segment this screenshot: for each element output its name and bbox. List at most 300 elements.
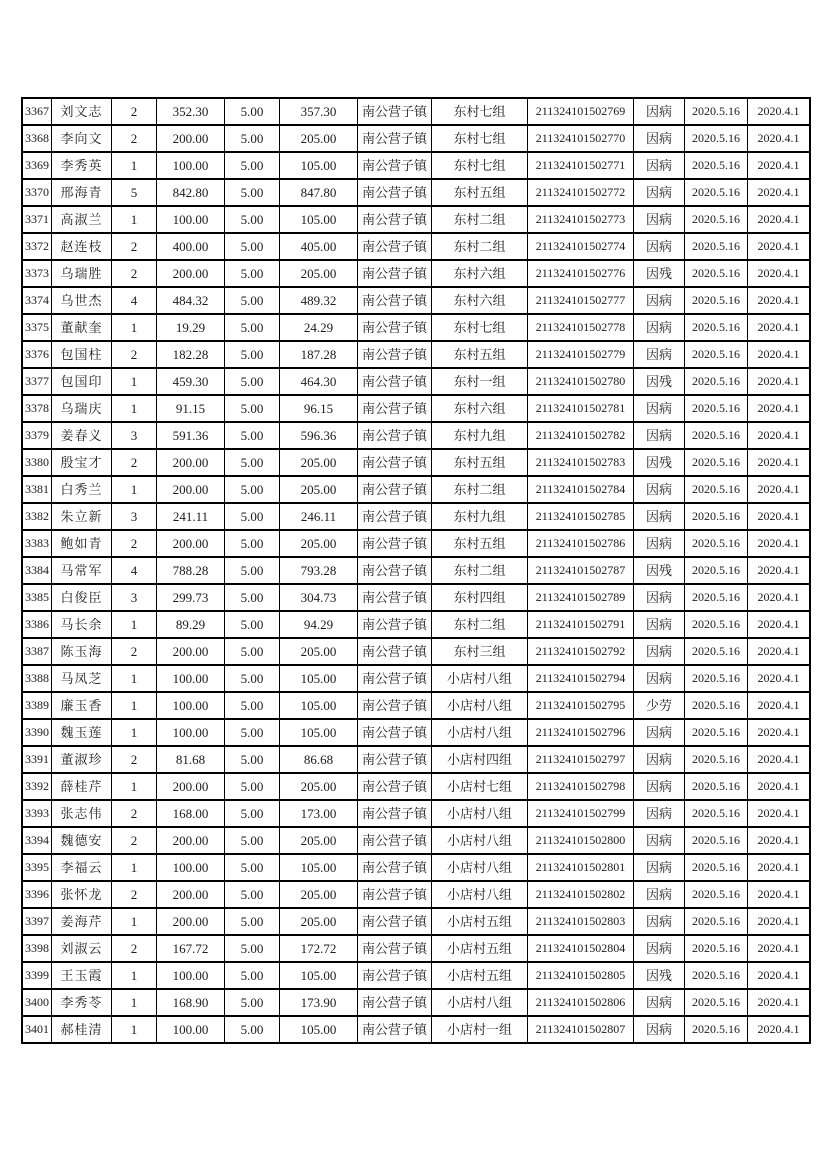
cell-village-group: 东村九组 [432,503,528,530]
table-row [22,1016,810,1043]
cell-start-date: 2020.4.1 [748,449,811,476]
cell-issue-date: 2020.5.16 [685,449,748,476]
cell-base-amount: 19.29 [157,314,225,341]
cell-subsidy: 5.00 [225,125,280,152]
cell-village-group: 东村一组 [432,368,528,395]
cell-reason: 因病 [634,422,685,449]
cell-card-number: 211324101502772 [528,179,634,206]
cell-village-group: 东村五组 [432,179,528,206]
cell-issue-date: 2020.5.16 [685,692,748,719]
cell-name: 魏玉莲 [52,719,112,746]
cell-start-date: 2020.4.1 [748,746,811,773]
cell-persons: 3 [112,584,157,611]
cell-card-number: 211324101502796 [528,719,634,746]
cell-issue-date: 2020.5.16 [685,584,748,611]
cell-card-number: 211324101502769 [528,98,634,125]
cell-issue-date: 2020.5.16 [685,287,748,314]
cell-start-date: 2020.4.1 [748,368,811,395]
cell-persons: 2 [112,233,157,260]
cell-name: 朱立新 [52,503,112,530]
cell-reason: 因残 [634,368,685,395]
cell-serial: 3391 [22,746,52,773]
cell-total-amount: 105.00 [280,1016,358,1043]
cell-card-number: 211324101502804 [528,935,634,962]
cell-card-number: 211324101502791 [528,611,634,638]
cell-card-number: 211324101502798 [528,773,634,800]
cell-persons: 4 [112,287,157,314]
cell-serial: 3398 [22,935,52,962]
cell-total-amount: 105.00 [280,692,358,719]
cell-card-number: 211324101502787 [528,557,634,584]
cell-persons: 1 [112,206,157,233]
cell-village-group: 小店村四组 [432,746,528,773]
cell-base-amount: 100.00 [157,719,225,746]
cell-persons: 1 [112,773,157,800]
cell-start-date: 2020.4.1 [748,287,811,314]
cell-card-number: 211324101502785 [528,503,634,530]
cell-base-amount: 100.00 [157,152,225,179]
cell-subsidy: 5.00 [225,746,280,773]
cell-issue-date: 2020.5.16 [685,773,748,800]
cell-town: 南公营子镇 [358,854,432,881]
cell-issue-date: 2020.5.16 [685,962,748,989]
cell-subsidy: 5.00 [225,638,280,665]
cell-base-amount: 400.00 [157,233,225,260]
table-row [22,314,810,341]
cell-persons: 1 [112,611,157,638]
cell-persons: 1 [112,395,157,422]
cell-persons: 1 [112,152,157,179]
cell-serial: 3373 [22,260,52,287]
cell-town: 南公营子镇 [358,962,432,989]
cell-start-date: 2020.4.1 [748,476,811,503]
cell-subsidy: 5.00 [225,557,280,584]
cell-serial: 3374 [22,287,52,314]
table-row [22,233,810,260]
cell-total-amount: 464.30 [280,368,358,395]
cell-base-amount: 484.32 [157,287,225,314]
cell-total-amount: 187.28 [280,341,358,368]
cell-base-amount: 200.00 [157,827,225,854]
cell-reason: 因病 [634,395,685,422]
cell-name: 李福云 [52,854,112,881]
cell-total-amount: 489.32 [280,287,358,314]
cell-reason: 因病 [634,1016,685,1043]
table-row [22,962,810,989]
cell-reason: 因病 [634,908,685,935]
cell-base-amount: 200.00 [157,881,225,908]
cell-serial: 3368 [22,125,52,152]
cell-start-date: 2020.4.1 [748,773,811,800]
cell-subsidy: 5.00 [225,98,280,125]
cell-serial: 3397 [22,908,52,935]
cell-subsidy: 5.00 [225,287,280,314]
cell-persons: 2 [112,638,157,665]
cell-village-group: 东村六组 [432,395,528,422]
cell-subsidy: 5.00 [225,611,280,638]
cell-serial: 3379 [22,422,52,449]
cell-serial: 3382 [22,503,52,530]
cell-base-amount: 842.80 [157,179,225,206]
cell-town: 南公营子镇 [358,989,432,1016]
cell-name: 包国柱 [52,341,112,368]
cell-reason: 因病 [634,854,685,881]
cell-serial: 3376 [22,341,52,368]
cell-issue-date: 2020.5.16 [685,908,748,935]
cell-village-group: 小店村五组 [432,962,528,989]
cell-name: 马长余 [52,611,112,638]
cell-name: 李秀苓 [52,989,112,1016]
cell-base-amount: 200.00 [157,908,225,935]
cell-start-date: 2020.4.1 [748,98,811,125]
cell-total-amount: 205.00 [280,260,358,287]
cell-reason: 因病 [634,989,685,1016]
cell-card-number: 211324101502792 [528,638,634,665]
cell-card-number: 211324101502776 [528,260,634,287]
cell-persons: 2 [112,827,157,854]
cell-persons: 3 [112,422,157,449]
cell-subsidy: 5.00 [225,152,280,179]
cell-base-amount: 200.00 [157,125,225,152]
cell-card-number: 211324101502786 [528,530,634,557]
cell-start-date: 2020.4.1 [748,935,811,962]
cell-village-group: 东村五组 [432,530,528,557]
cell-serial: 3393 [22,800,52,827]
cell-reason: 因病 [634,638,685,665]
cell-card-number: 211324101502802 [528,881,634,908]
cell-total-amount: 86.68 [280,746,358,773]
cell-name: 魏德安 [52,827,112,854]
cell-name: 张怀龙 [52,881,112,908]
table-row [22,152,810,179]
cell-card-number: 211324101502773 [528,206,634,233]
cell-persons: 2 [112,125,157,152]
cell-start-date: 2020.4.1 [748,314,811,341]
cell-issue-date: 2020.5.16 [685,260,748,287]
cell-reason: 因病 [634,719,685,746]
cell-subsidy: 5.00 [225,314,280,341]
cell-persons: 1 [112,719,157,746]
cell-base-amount: 100.00 [157,665,225,692]
cell-village-group: 小店村八组 [432,665,528,692]
cell-persons: 2 [112,260,157,287]
cell-card-number: 211324101502774 [528,233,634,260]
cell-name: 乌瑞庆 [52,395,112,422]
cell-start-date: 2020.4.1 [748,152,811,179]
cell-start-date: 2020.4.1 [748,854,811,881]
cell-town: 南公营子镇 [358,422,432,449]
cell-reason: 因病 [634,233,685,260]
cell-village-group: 东村三组 [432,638,528,665]
cell-card-number: 211324101502777 [528,287,634,314]
cell-reason: 因病 [634,530,685,557]
cell-total-amount: 205.00 [280,476,358,503]
cell-card-number: 211324101502795 [528,692,634,719]
cell-base-amount: 100.00 [157,1016,225,1043]
cell-town: 南公营子镇 [358,287,432,314]
cell-reason: 因病 [634,665,685,692]
cell-serial: 3371 [22,206,52,233]
cell-issue-date: 2020.5.16 [685,1016,748,1043]
cell-name: 马常军 [52,557,112,584]
cell-village-group: 东村五组 [432,449,528,476]
cell-card-number: 211324101502783 [528,449,634,476]
table-row [22,827,810,854]
table-row [22,989,810,1016]
cell-name: 姜海芹 [52,908,112,935]
table-row [22,854,810,881]
cell-name: 包国印 [52,368,112,395]
cell-card-number: 211324101502770 [528,125,634,152]
cell-subsidy: 5.00 [225,908,280,935]
cell-reason: 因病 [634,584,685,611]
cell-persons: 3 [112,503,157,530]
cell-base-amount: 200.00 [157,530,225,557]
cell-start-date: 2020.4.1 [748,341,811,368]
cell-card-number: 211324101502784 [528,476,634,503]
cell-name: 赵连枝 [52,233,112,260]
cell-issue-date: 2020.5.16 [685,530,748,557]
cell-town: 南公营子镇 [358,341,432,368]
cell-base-amount: 89.29 [157,611,225,638]
cell-issue-date: 2020.5.16 [685,206,748,233]
cell-subsidy: 5.00 [225,773,280,800]
cell-village-group: 小店村七组 [432,773,528,800]
cell-base-amount: 168.90 [157,989,225,1016]
cell-name: 王玉霞 [52,962,112,989]
cell-subsidy: 5.00 [225,503,280,530]
cell-serial: 3383 [22,530,52,557]
cell-issue-date: 2020.5.16 [685,800,748,827]
cell-total-amount: 173.00 [280,800,358,827]
cell-name: 薛桂芹 [52,773,112,800]
cell-subsidy: 5.00 [225,800,280,827]
cell-total-amount: 173.90 [280,989,358,1016]
cell-reason: 因病 [634,935,685,962]
cell-card-number: 211324101502781 [528,395,634,422]
cell-total-amount: 357.30 [280,98,358,125]
cell-serial: 3400 [22,989,52,1016]
cell-base-amount: 299.73 [157,584,225,611]
cell-total-amount: 94.29 [280,611,358,638]
cell-town: 南公营子镇 [358,827,432,854]
table-row [22,98,810,125]
cell-start-date: 2020.4.1 [748,881,811,908]
cell-subsidy: 5.00 [225,530,280,557]
cell-reason: 因病 [634,881,685,908]
cell-town: 南公营子镇 [358,449,432,476]
cell-town: 南公营子镇 [358,368,432,395]
cell-village-group: 东村五组 [432,341,528,368]
cell-total-amount: 105.00 [280,962,358,989]
cell-issue-date: 2020.5.16 [685,152,748,179]
cell-card-number: 211324101502789 [528,584,634,611]
cell-card-number: 211324101502779 [528,341,634,368]
cell-total-amount: 205.00 [280,773,358,800]
cell-town: 南公营子镇 [358,800,432,827]
cell-base-amount: 200.00 [157,638,225,665]
cell-total-amount: 172.72 [280,935,358,962]
cell-reason: 因残 [634,962,685,989]
cell-persons: 5 [112,179,157,206]
cell-town: 南公营子镇 [358,746,432,773]
cell-issue-date: 2020.5.16 [685,611,748,638]
cell-town: 南公营子镇 [358,503,432,530]
table-row [22,125,810,152]
cell-base-amount: 200.00 [157,449,225,476]
cell-start-date: 2020.4.1 [748,125,811,152]
cell-serial: 3389 [22,692,52,719]
cell-subsidy: 5.00 [225,962,280,989]
cell-village-group: 小店村八组 [432,800,528,827]
cell-name: 刘文志 [52,98,112,125]
table-row [22,719,810,746]
cell-name: 董献奎 [52,314,112,341]
cell-base-amount: 241.11 [157,503,225,530]
cell-persons: 1 [112,962,157,989]
cell-start-date: 2020.4.1 [748,611,811,638]
cell-total-amount: 246.11 [280,503,358,530]
cell-total-amount: 596.36 [280,422,358,449]
cell-reason: 因病 [634,476,685,503]
cell-issue-date: 2020.5.16 [685,179,748,206]
cell-issue-date: 2020.5.16 [685,395,748,422]
cell-town: 南公营子镇 [358,773,432,800]
cell-reason: 少劳 [634,692,685,719]
cell-issue-date: 2020.5.16 [685,422,748,449]
cell-subsidy: 5.00 [225,260,280,287]
table-row [22,395,810,422]
cell-subsidy: 5.00 [225,395,280,422]
cell-name: 刘淑云 [52,935,112,962]
cell-town: 南公营子镇 [358,314,432,341]
cell-town: 南公营子镇 [358,476,432,503]
cell-serial: 3394 [22,827,52,854]
cell-subsidy: 5.00 [225,206,280,233]
cell-card-number: 211324101502800 [528,827,634,854]
cell-card-number: 211324101502799 [528,800,634,827]
cell-town: 南公营子镇 [358,665,432,692]
table-row [22,908,810,935]
cell-serial: 3385 [22,584,52,611]
cell-subsidy: 5.00 [225,422,280,449]
cell-card-number: 211324101502771 [528,152,634,179]
cell-village-group: 东村七组 [432,152,528,179]
cell-persons: 1 [112,665,157,692]
cell-name: 殷宝才 [52,449,112,476]
cell-persons: 1 [112,368,157,395]
cell-total-amount: 205.00 [280,125,358,152]
cell-subsidy: 5.00 [225,1016,280,1043]
cell-issue-date: 2020.5.16 [685,665,748,692]
table-row [22,530,810,557]
cell-town: 南公营子镇 [358,260,432,287]
cell-persons: 4 [112,557,157,584]
cell-start-date: 2020.4.1 [748,692,811,719]
cell-subsidy: 5.00 [225,341,280,368]
cell-persons: 1 [112,1016,157,1043]
cell-village-group: 东村二组 [432,557,528,584]
cell-persons: 1 [112,989,157,1016]
cell-village-group: 东村六组 [432,260,528,287]
cell-card-number: 211324101502805 [528,962,634,989]
cell-town: 南公营子镇 [358,530,432,557]
cell-base-amount: 100.00 [157,854,225,881]
cell-base-amount: 459.30 [157,368,225,395]
cell-town: 南公营子镇 [358,557,432,584]
cell-serial: 3387 [22,638,52,665]
cell-issue-date: 2020.5.16 [685,719,748,746]
cell-subsidy: 5.00 [225,368,280,395]
cell-base-amount: 81.68 [157,746,225,773]
cell-subsidy: 5.00 [225,692,280,719]
cell-persons: 1 [112,314,157,341]
cell-reason: 因病 [634,179,685,206]
cell-reason: 因病 [634,287,685,314]
table-row [22,638,810,665]
cell-town: 南公营子镇 [358,719,432,746]
cell-town: 南公营子镇 [358,179,432,206]
table-row [22,584,810,611]
cell-reason: 因病 [634,206,685,233]
table-row [22,800,810,827]
cell-village-group: 小店村五组 [432,908,528,935]
cell-issue-date: 2020.5.16 [685,746,748,773]
cell-village-group: 东村六组 [432,287,528,314]
cell-village-group: 小店村八组 [432,827,528,854]
cell-start-date: 2020.4.1 [748,422,811,449]
cell-start-date: 2020.4.1 [748,557,811,584]
cell-total-amount: 105.00 [280,719,358,746]
cell-serial: 3377 [22,368,52,395]
cell-town: 南公营子镇 [358,908,432,935]
cell-name: 马凤芝 [52,665,112,692]
cell-town: 南公营子镇 [358,125,432,152]
cell-village-group: 小店村八组 [432,989,528,1016]
cell-reason: 因残 [634,260,685,287]
cell-name: 廉玉香 [52,692,112,719]
cell-reason: 因残 [634,557,685,584]
cell-start-date: 2020.4.1 [748,179,811,206]
cell-total-amount: 105.00 [280,206,358,233]
cell-serial: 3370 [22,179,52,206]
cell-issue-date: 2020.5.16 [685,989,748,1016]
cell-serial: 3395 [22,854,52,881]
table-row [22,341,810,368]
cell-serial: 3390 [22,719,52,746]
cell-town: 南公营子镇 [358,881,432,908]
table-row [22,368,810,395]
cell-issue-date: 2020.5.16 [685,368,748,395]
cell-subsidy: 5.00 [225,665,280,692]
cell-serial: 3392 [22,773,52,800]
cell-village-group: 东村七组 [432,98,528,125]
cell-card-number: 211324101502801 [528,854,634,881]
cell-subsidy: 5.00 [225,935,280,962]
roster-table [21,97,811,1044]
cell-card-number: 211324101502807 [528,1016,634,1043]
cell-name: 乌瑞胜 [52,260,112,287]
cell-base-amount: 100.00 [157,206,225,233]
cell-issue-date: 2020.5.16 [685,638,748,665]
cell-card-number: 211324101502780 [528,368,634,395]
cell-subsidy: 5.00 [225,989,280,1016]
cell-issue-date: 2020.5.16 [685,935,748,962]
table-row [22,692,810,719]
cell-persons: 2 [112,341,157,368]
cell-issue-date: 2020.5.16 [685,314,748,341]
cell-base-amount: 100.00 [157,962,225,989]
